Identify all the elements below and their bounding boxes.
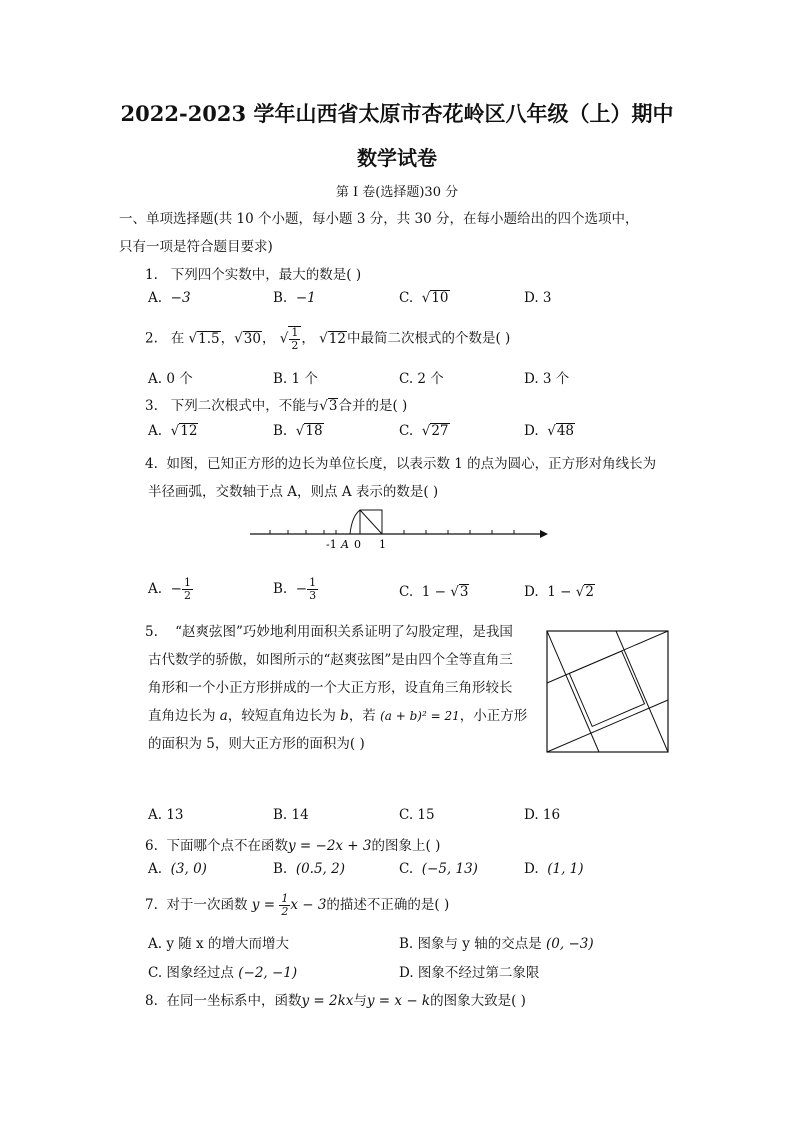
q4-option-c: C. 1 − √3 — [399, 584, 469, 600]
q7-option-b: B. 图象与 y 轴的交点是 (0, −3) — [399, 936, 594, 952]
q1-option-b: B. −1 — [273, 290, 316, 306]
question-1 — [145, 263, 361, 283]
question-5-line5: 的面积为 5，则大正方形的面积为( ) — [148, 736, 365, 752]
question-8: 8. 在同一坐标系中，函数y = 2kx与y = x − k的图象大致是( ) — [145, 993, 526, 1009]
q2-option-a: A. 0 个 — [148, 371, 193, 387]
question-5-line1: 5. “赵爽弦图”巧妙地利用面积关系证明了勾股定理，是我国 — [145, 624, 513, 640]
q3-option-c: C. √27 — [399, 423, 449, 439]
part-instructions-line1: 一、单项选择题(共 10 个小题，每小题 3 分，共 30 分，在每小题给出的四个选项中， — [119, 211, 639, 227]
q6-option-a: A. (3, 0) — [148, 861, 207, 877]
label-a: A — [341, 538, 349, 551]
q1-option-c: C. √10 — [399, 290, 449, 306]
axis-arrow — [540, 530, 548, 538]
arc — [350, 510, 360, 534]
question-number: 1. — [145, 267, 158, 283]
zhao-shuang-figure — [546, 630, 670, 754]
question-5-line4: 直角边长为 a，较短直角边长为 b，若 (a + b)² = 21，小正方形 — [148, 708, 528, 724]
question-2: 2. 在 √1.5，√30， √ $\frac{1}{2}$ ， √12中最简二次根式的个数是( ) — [145, 326, 511, 352]
label-1: 1 — [379, 538, 386, 551]
question-5-line3: 角形和一个小正方形拼成的一个大正方形，设直角三角形较长 — [148, 680, 513, 696]
square-diagonal — [360, 510, 382, 534]
question-5-line2: 古代数学的骄傲，如图所示的“赵爽弦图”是由四个全等直角三 — [148, 652, 513, 668]
q2-option-c: C. 2 个 — [399, 371, 444, 387]
q6-option-b: B. (0.5, 2) — [273, 861, 345, 877]
big-square — [547, 631, 668, 752]
q4-option-a: A. − $\frac{1}{2}$ — [148, 576, 191, 602]
section-heading: 第 I 卷(选择题)30 分 — [335, 185, 459, 200]
q5-option-b: B. 14 — [273, 807, 309, 823]
triangle-hyp-4 — [547, 631, 599, 752]
question-4-line1: 4. 如图，已知正方形的边长为单位长度，以表示数 1 的点为圆心，正方形对角线长为 — [145, 456, 657, 472]
number-line-figure — [240, 500, 560, 556]
page-subtitle: 数学试卷 — [357, 146, 437, 170]
q6-option-c: C. (−5, 13) — [399, 861, 478, 877]
question-stem: 下列四个实数中，最大的数是( ) — [170, 267, 362, 283]
question-3: 3. 下列二次根式中，不能与√3合并的是( ) — [145, 398, 408, 414]
q4-option-d: D. 1 − √2 — [524, 584, 594, 600]
q3-option-d: D. √48 — [524, 423, 575, 439]
q3-option-a: A. √12 — [148, 423, 198, 439]
q7-option-c: C. 图象经过点 (−2, −1) — [148, 965, 298, 981]
triangle-hyp-3 — [547, 700, 668, 752]
q6-option-d: D. (1, 1) — [524, 861, 584, 877]
q5-option-a: A. 13 — [148, 807, 184, 823]
q1-option-a: A. −3 — [148, 290, 191, 306]
q5-option-d: D. 16 — [524, 807, 561, 823]
label-neg1: -1 — [326, 538, 337, 551]
label-0: 0 — [354, 538, 361, 551]
question-4-line2: 半径画弧，交数轴于点 A，则点 A 表示的数是( ) — [148, 484, 439, 500]
question-7: 7. 对于一次函数 y = $\frac{1}{2}$ x − 3的描述不正确的是( ) — [145, 892, 450, 918]
part-instructions-line2: 只有一项是符合题目要求) — [119, 239, 273, 255]
q4-option-b: B. − $\frac{1}{3}$ — [273, 576, 317, 602]
triangle-hyp-2 — [616, 631, 668, 752]
page-title: 2022-2023 学年山西省太原市杏花岭区八年级（上）期中 — [120, 101, 674, 126]
q5-option-c: C. 15 — [399, 807, 435, 823]
question-6: 6. 下面哪个点不在函数y = −2x + 3的图象上( ) — [145, 838, 441, 854]
q3-option-b: B. √18 — [273, 423, 323, 439]
q2-option-d: D. 3 个 — [524, 371, 570, 387]
q7-option-a: A. y 随 x 的增大而增大 — [148, 936, 289, 952]
q2-option-b: B. 1 个 — [273, 371, 318, 387]
q1-option-d: D. 3 — [524, 290, 552, 306]
q7-option-d: D. 图象不经过第二象限 — [399, 965, 540, 981]
